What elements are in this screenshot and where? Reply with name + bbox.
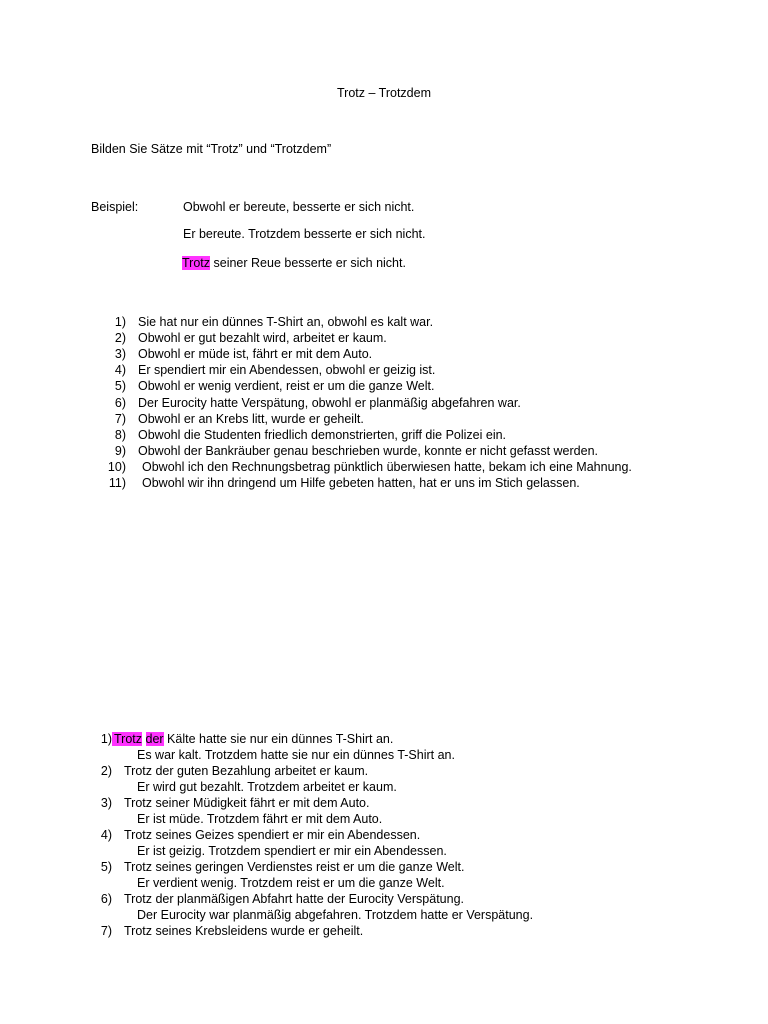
answer-number: 5) [100,860,112,874]
answer-sub: Der Eurocity war planmäßig abgefahren. Trotzdem hatte er Verspätung. [137,908,534,922]
highlighted-word: Trotz [114,732,143,746]
answer-main: Trotz der planmäßigen Abfahrt hatte der Eurocity Verspätung. [124,892,465,906]
exercise-number: 8) [114,428,126,442]
exercise-number: 3) [114,347,126,361]
exercise-text: Obwohl ich den Rechnungsbetrag pünktlich überwiesen hatte, bekam ich eine Mahnung. [142,460,632,474]
example-line-3 [182,255,406,271]
answer-sub: Er ist müde. Trotzdem fährt er mit dem Auto. [137,812,383,826]
exercise-text: Sie hat nur ein dünnes T-Shirt an, obwohl es kalt war. [138,315,434,329]
exercise-number: 2) [114,331,126,345]
exercise-text: Obwohl er an Krebs litt, wurde er geheilt. [138,412,364,426]
answer-number: 3) [100,796,112,810]
answer-main: Trotz seines geringen Verdienstes reist er um die ganze Welt. [124,860,465,874]
exercise-text: Obwohl der Bankräuber genau beschrieben wurde, konnte er nicht gefasst werden. [138,444,599,458]
highlighted-word: Trotz [182,256,211,270]
answer-main: Trotz seines Geizes spendiert er mir ein Abendessen. [124,828,421,842]
answer-sub: Er wird gut bezahlt. Trotzdem arbeitet er kaum. [137,780,397,794]
exercise-text: Obwohl er müde ist, fährt er mit dem Auto. [138,347,373,361]
exercise-number: 1) [114,315,126,329]
exercise-number: 4) [114,363,126,377]
exercise-number: 5) [114,379,126,393]
answer-sub: Er ist geizig. Trotzdem spendiert er mir ein Abendessen. [137,844,447,858]
exercise-number: 6) [114,396,126,410]
example-line-3-rest: seiner Reue besserte er sich nicht. [210,256,406,270]
highlighted-word: der [145,732,164,746]
answer-main: Trotz der guten Bezahlung arbeitet er kaum. [124,764,369,778]
answer-main: Trotz seines Krebsleidens wurde er geheilt. [124,924,364,938]
answer-number: 6) [100,892,112,906]
answer-main-rest: Kälte hatte sie nur ein dünnes T-Shirt an. [163,732,394,746]
answer-sub: Es war kalt. Trotzdem hatte sie nur ein dünnes T-Shirt an. [137,748,455,762]
exercise-number: 10) [107,460,126,474]
exercise-text: Obwohl die Studenten friedlich demonstrierten, griff die Polizei ein. [138,428,507,442]
answer-number: 1) [100,732,112,746]
instruction-text: Bilden Sie Sätze mit “Trotz” und “Trotzdem” [91,142,332,156]
example-label: Beispiel: [91,200,139,214]
example-line-1: Obwohl er bereute, besserte er sich nicht. [183,200,415,214]
answer-main [112,731,393,747]
exercise-text: Er spendiert mir ein Abendessen, obwohl er geizig ist. [138,363,436,377]
exercise-text: Der Eurocity hatte Verspätung, obwohl er planmäßig abgefahren war. [138,396,521,410]
exercise-number: 7) [114,412,126,426]
answer-number: 4) [100,828,112,842]
answer-sub: Er verdient wenig. Trotzdem reist er um die ganze Welt. [137,876,445,890]
exercise-text: Obwohl er wenig verdient, reist er um die ganze Welt. [138,379,435,393]
exercise-text: Obwohl er gut bezahlt wird, arbeitet er kaum. [138,331,387,345]
exercise-number: 11) [108,476,126,490]
example-line-2: Er bereute. Trotzdem besserte er sich nicht. [183,227,426,241]
exercise-number: 9) [114,444,126,458]
answer-number: 7) [100,924,112,938]
page-title: Trotz – Trotzdem [336,86,431,100]
answer-number: 2) [100,764,112,778]
answer-main: Trotz seiner Müdigkeit fährt er mit dem Auto. [124,796,370,810]
exercise-text: Obwohl wir ihn dringend um Hilfe gebeten hatten, hat er uns im Stich gelassen. [142,476,580,490]
